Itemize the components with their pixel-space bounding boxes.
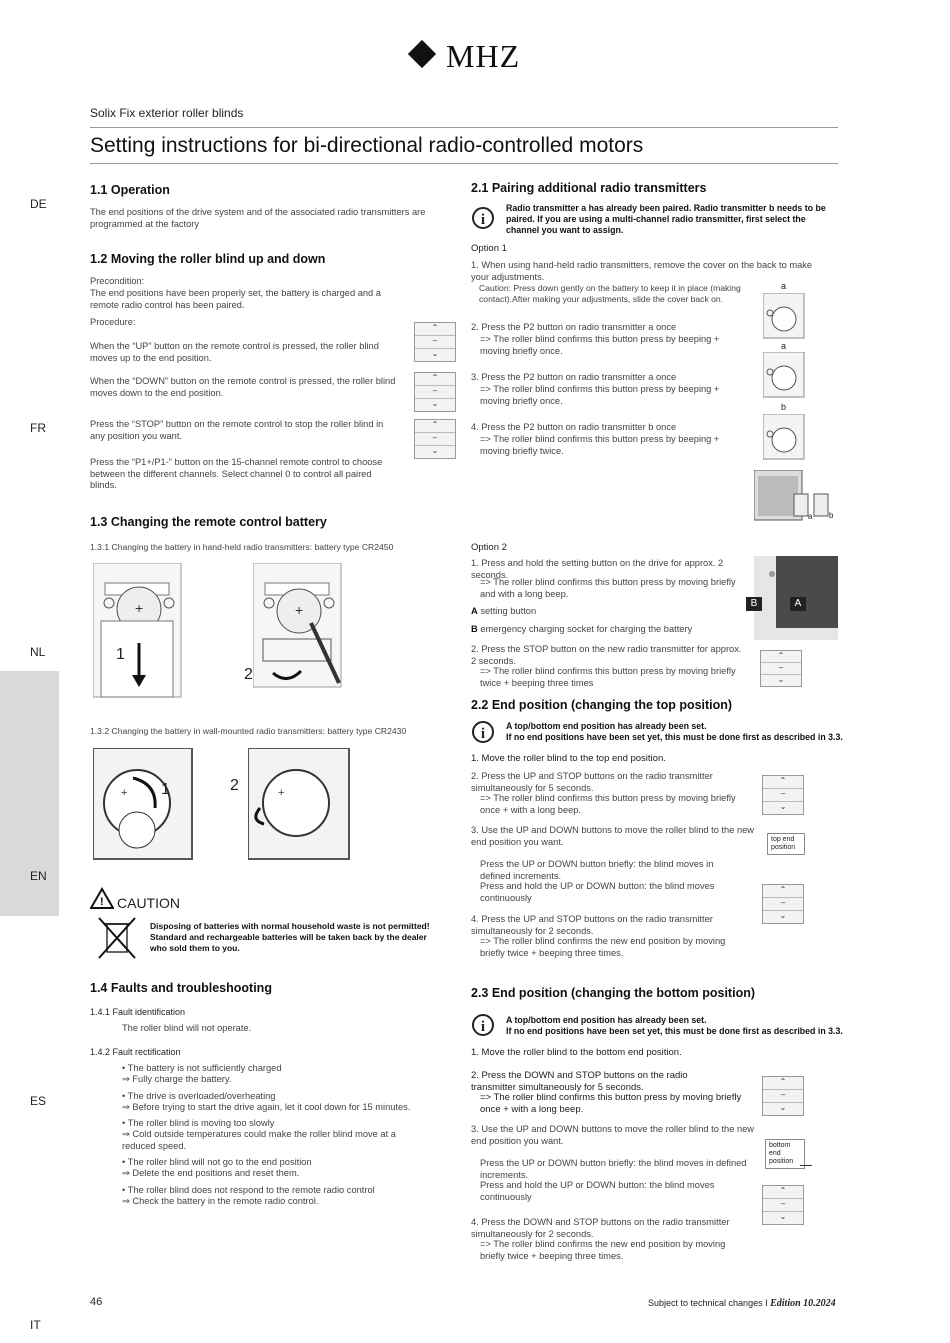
bottom-step-4-result: => The roller blind confirms the new end position by moving briefly twice + beeping three times. bbox=[480, 1239, 726, 1261]
stop-key: – bbox=[763, 1199, 803, 1212]
lang-es[interactable]: ES bbox=[30, 1094, 47, 1108]
option-1-step-4: 4. Press the P2 button on radio transmitter b once bbox=[471, 422, 677, 432]
stop-key: – bbox=[763, 1090, 803, 1103]
section-1-2-heading: 1.2 Moving the roller blind up and down bbox=[90, 252, 326, 266]
info-icon: i bbox=[472, 1014, 494, 1036]
transmitter-a-figure bbox=[763, 352, 805, 398]
top-step-2-result: => The roller blind confirms this button press by moving briefly once + with a long beep. bbox=[480, 793, 736, 815]
footer-note bbox=[648, 1298, 836, 1309]
fault-identification-heading: 1.4.1 Fault identification bbox=[90, 1007, 186, 1017]
stop-key: – bbox=[415, 386, 455, 399]
remote-keypad-top-set bbox=[762, 775, 804, 815]
wall-battery-figure-1 bbox=[93, 748, 193, 860]
battery-step-1-label: 1 bbox=[116, 646, 125, 663]
handheld-battery-figure-1 bbox=[93, 563, 183, 698]
section-1-4-heading: 1.4 Faults and troubleshooting bbox=[90, 981, 272, 995]
figure-tag-b: b bbox=[829, 511, 834, 520]
legend-b bbox=[471, 624, 692, 636]
fault-fix: Before trying to start the drive again, let it cool down for 15 minutes. bbox=[132, 1101, 411, 1112]
stop-key: – bbox=[763, 898, 803, 911]
crossed-bin-icon bbox=[97, 916, 137, 960]
svg-text:+: + bbox=[121, 787, 128, 799]
pairing-info-text: Radio transmitter a has already been paired. Radio transmitter b needs to be paired. If you are using a multi-channel radio transmitter, first select the channel you want to assign. bbox=[506, 203, 826, 235]
stop-key: – bbox=[415, 336, 455, 349]
option-1-step-2-result: => The roller blind confirms this button press by beeping + moving briefly once. bbox=[480, 334, 720, 356]
option-1-step-3-result: => The roller blind confirms this button press by beeping + moving briefly once. bbox=[480, 384, 720, 406]
up-key: ⌃ bbox=[415, 420, 455, 433]
legend-a-text: setting button bbox=[480, 606, 537, 616]
fault-item: • The roller blind does not respond to the remote radio control ⇒ Check the battery in the remote radio control. bbox=[122, 1184, 375, 1206]
remote-keypad-down bbox=[414, 372, 456, 412]
fault-item: • The roller blind is moving too slowly ⇒ Cold outside temperatures could make the roller blind move at a reduced speed. bbox=[122, 1118, 396, 1151]
remote-keypad-bottom-adjust bbox=[762, 1185, 804, 1225]
fault-item: • The drive is overloaded/overheating ⇒ Before trying to start the drive again, let it cool down for 15 minutes. bbox=[122, 1090, 411, 1112]
title-divider bbox=[90, 163, 838, 164]
top-step-3-hold: Press and hold the UP or DOWN button: the blind moves continuously bbox=[480, 881, 715, 903]
remote-keypad-up bbox=[414, 322, 456, 362]
bottom-step-3-brief: Press the UP or DOWN button briefly: the blind moves in defined increments. bbox=[480, 1158, 747, 1180]
section-1-1-heading: 1.1 Operation bbox=[90, 183, 170, 197]
lang-nl[interactable]: NL bbox=[30, 645, 46, 659]
page-number: 46 bbox=[90, 1296, 103, 1308]
fault-cause: The roller blind does not respond to the remote radio control bbox=[127, 1184, 375, 1195]
section-1-1-text: The end positions of the drive system and of the associated radio transmitters are programmed at the factory bbox=[90, 207, 426, 229]
label-a-marker: A bbox=[790, 597, 806, 611]
top-info-line-1: A top/bottom end position has already been set. bbox=[506, 721, 707, 731]
up-key: ⌃ bbox=[415, 373, 455, 386]
procedure-label: Procedure: bbox=[90, 317, 136, 327]
stop-instruction: Press the “STOP” button on the remote control to stop the roller blind in any position you want. bbox=[90, 419, 384, 441]
up-instruction: When the “UP” button on the remote control is pressed, the roller blind moves up to the end position. bbox=[90, 341, 379, 363]
lang-it[interactable]: IT bbox=[30, 1318, 41, 1332]
transmitter-a-tag: a bbox=[781, 281, 787, 291]
top-step-1: 1. Move the roller blind to the top end position. bbox=[471, 753, 666, 764]
stop-key: – bbox=[761, 663, 801, 675]
up-key: ⌃ bbox=[763, 885, 803, 898]
battery-step-2-label: 2 bbox=[244, 666, 253, 683]
fault-fix: Delete the end positions and reset them. bbox=[132, 1168, 300, 1179]
warning-icon bbox=[90, 887, 114, 909]
option-1-step-1-caution: Caution: Press down gently on the battery to keep it in place (making contact).After making your adjustments, slide the cover back on. bbox=[479, 283, 741, 304]
blind-with-transmitters-figure bbox=[754, 470, 838, 522]
wall-step-2-label: 2 bbox=[230, 777, 239, 794]
figure-tag-a: a bbox=[808, 512, 813, 521]
down-key: ⌄ bbox=[779, 1103, 787, 1112]
down-key: ⌄ bbox=[431, 349, 439, 358]
fault-fix: Cold outside temperatures could make the roller blind move at a reduced speed. bbox=[122, 1129, 396, 1151]
option-2-step-1-result: => The roller blind confirms this button press by moving briefly and with a long beep. bbox=[480, 577, 736, 599]
transmitter-b-figure bbox=[763, 414, 805, 460]
transmitter-a-figure bbox=[763, 293, 805, 339]
top-step-2: 2. Press the UP and STOP buttons on the radio transmitter simultaneously for 5 seconds. bbox=[471, 771, 713, 793]
option-1-step-3: 3. Press the P2 button on radio transmitter a once bbox=[471, 372, 677, 382]
product-name: Solix Fix exterior roller blinds bbox=[90, 106, 244, 120]
lang-fr[interactable]: FR bbox=[30, 421, 46, 435]
down-key: ⌄ bbox=[431, 446, 439, 455]
top-step-4: 4. Press the UP and STOP buttons on the radio transmitter simultaneously for 2 seconds. bbox=[471, 914, 713, 936]
remote-keypad-stop bbox=[414, 419, 456, 459]
option-1-step-1: 1. When using hand-held radio transmitters, remove the cover on the back to make your adjustments. bbox=[471, 260, 813, 282]
bottom-step-2-result: => The roller blind confirms this button press by moving briefly once + with a long beep. bbox=[480, 1092, 742, 1115]
remote-keypad-bottom-set bbox=[762, 1076, 804, 1116]
section-2-2-heading: 2.2 End position (changing the top position) bbox=[471, 698, 733, 712]
stop-key: – bbox=[415, 433, 455, 446]
legend-b-text: emergency charging socket for charging the battery bbox=[480, 624, 693, 634]
up-key: ⌃ bbox=[763, 776, 803, 789]
top-step-3: 3. Use the UP and DOWN buttons to move the roller blind to the new end position you want. bbox=[471, 825, 755, 847]
fault-identification-text: The roller blind will not operate. bbox=[122, 1023, 252, 1033]
caution-text: Disposing of batteries with normal household waste is not permitted! Standard and rechargeable batteries will be taken back by the dealer who sold them to you. bbox=[150, 921, 430, 953]
footer-edition: Edition 10.2024 bbox=[770, 1298, 836, 1309]
option-2-label: Option 2 bbox=[471, 542, 507, 553]
lang-en[interactable]: EN bbox=[30, 869, 47, 883]
precondition-label: Precondition: bbox=[90, 276, 145, 286]
top-info-line-2: If no end positions have been set yet, this must be done first as described in 3.3. bbox=[506, 732, 843, 742]
fault-cause: The drive is overloaded/overheating bbox=[127, 1090, 276, 1101]
fault-cause: The battery is not sufficiently charged bbox=[127, 1063, 282, 1073]
up-key: ⌃ bbox=[415, 323, 455, 336]
up-key: ⌃ bbox=[763, 1077, 803, 1090]
legend-b-key: B bbox=[471, 624, 478, 634]
up-key: ⌃ bbox=[763, 1186, 803, 1199]
bottom-step-3: 3. Use the UP and DOWN buttons to move the roller blind to the new end position you want. bbox=[471, 1124, 755, 1146]
option-2-step-2-result: => The roller blind confirms this button press by moving briefly twice + beeping three times bbox=[480, 666, 736, 688]
fault-fix: Check the battery in the remote radio control. bbox=[132, 1195, 319, 1206]
bottom-step-3-hold: Press and hold the UP or DOWN button: the blind moves continuously bbox=[480, 1180, 715, 1202]
channel-instruction: Press the “P1+/P1-” button on the 15-channel remote control to choose between the different channels. Select channel 0 to control all paired blinds. bbox=[90, 457, 383, 490]
option-2-step-1: 1. Press and hold the setting button on the drive for approx. 2 seconds. bbox=[471, 558, 724, 580]
precondition-text: The end positions have been properly set, the battery is charged and a remote radio control has been paired. bbox=[90, 288, 381, 310]
svg-text:+: + bbox=[295, 602, 304, 618]
bottom-step-2: 2. Press the DOWN and STOP buttons on the radio transmitter simultaneously for 5 seconds. bbox=[471, 1070, 688, 1093]
transmitter-a-tag: a bbox=[781, 341, 787, 351]
svg-text:+: + bbox=[135, 600, 144, 616]
fault-item: • The battery is not sufficiently charged ⇒ Fully charge the battery. bbox=[122, 1063, 282, 1085]
info-icon: i bbox=[472, 207, 494, 229]
option-1-step-2: 2. Press the P2 button on radio transmitter a once bbox=[471, 322, 677, 332]
down-key: ⌄ bbox=[431, 399, 439, 408]
header-divider bbox=[90, 127, 838, 128]
stop-key: – bbox=[763, 789, 803, 802]
down-key: ⌄ bbox=[779, 911, 787, 920]
down-key: ⌄ bbox=[777, 675, 785, 684]
svg-text:+: + bbox=[278, 787, 285, 799]
option-2-step-2: 2. Press the STOP button on the new radio transmitter for approx. 2 seconds. bbox=[471, 644, 742, 666]
down-key: ⌄ bbox=[779, 1212, 787, 1221]
legend-a bbox=[471, 606, 536, 618]
handheld-battery-figure-2 bbox=[253, 563, 343, 688]
info-icon: i bbox=[472, 721, 494, 743]
page-title: Setting instructions for bi-directional radio-controlled motors bbox=[90, 134, 644, 157]
bottom-end-position-box: bottom end position bbox=[765, 1139, 805, 1169]
section-1-3-1-text: 1.3.1 Changing the battery in hand-held radio transmitters: battery type CR2450 bbox=[90, 542, 394, 552]
remote-keypad-option-2 bbox=[760, 650, 802, 687]
bottom-step-1: 1. Move the roller blind to the bottom end position. bbox=[471, 1047, 682, 1058]
option-1-label: Option 1 bbox=[471, 243, 507, 254]
lang-de[interactable]: DE bbox=[30, 197, 47, 211]
section-1-3-2-text: 1.3.2 Changing the battery in wall-mounted radio transmitters: battery type CR2430 bbox=[90, 726, 407, 736]
legend-a-key: A bbox=[471, 606, 478, 616]
wall-step-1-label: 1 bbox=[161, 781, 170, 798]
top-step-4-result: => The roller blind confirms the new end position by moving briefly twice + beeping three times. bbox=[480, 936, 726, 958]
fault-list bbox=[122, 1063, 422, 1212]
wall-battery-figure-2 bbox=[248, 748, 350, 860]
label-b-marker: B bbox=[746, 597, 762, 611]
option-1-step-4-result: => The roller blind confirms this button press by beeping + moving briefly twice. bbox=[480, 434, 720, 456]
fault-cause: The roller blind will not go to the end position bbox=[127, 1157, 312, 1168]
down-key: ⌄ bbox=[779, 802, 787, 811]
brand-name: MHZ bbox=[446, 38, 521, 74]
svg-text:!: ! bbox=[100, 896, 104, 908]
fault-item: • The roller blind will not go to the end position ⇒ Delete the end positions and reset them. bbox=[122, 1157, 312, 1179]
remote-keypad-top-adjust bbox=[762, 884, 804, 924]
bottom-info-line-1: A top/bottom end position has already been set. bbox=[506, 1015, 707, 1025]
fault-cause: The roller blind is moving too slowly bbox=[127, 1118, 275, 1129]
section-2-1-heading: 2.1 Pairing additional radio transmitters bbox=[471, 181, 707, 195]
section-2-3-heading: 2.3 End position (changing the bottom position) bbox=[471, 986, 756, 1000]
top-step-3-brief: Press the UP or DOWN button briefly: the blind moves in defined increments. bbox=[480, 859, 714, 881]
section-1-3-heading: 1.3 Changing the remote control battery bbox=[90, 515, 327, 529]
bottom-info-line-2: If no end positions have been set yet, this must be done first as described in 3.3. bbox=[506, 1026, 843, 1036]
diamond-logo-icon bbox=[408, 40, 436, 68]
fault-rectification-heading: 1.4.2 Fault rectification bbox=[90, 1047, 181, 1057]
up-key: ⌃ bbox=[761, 651, 801, 663]
fault-fix: Fully charge the battery. bbox=[132, 1074, 232, 1085]
footer-disclaimer: Subject to technical changes I bbox=[648, 1298, 768, 1308]
transmitter-b-tag: b bbox=[781, 402, 787, 412]
bottom-step-4: 4. Press the DOWN and STOP buttons on the radio transmitter simultaneously for 2 seconds. bbox=[471, 1217, 730, 1239]
caution-label: CAUTION bbox=[117, 895, 180, 911]
pointer-arrow-icon bbox=[800, 1165, 812, 1166]
top-end-position-box: top end position bbox=[767, 833, 805, 855]
brand-logo bbox=[410, 38, 540, 72]
down-instruction: When the “DOWN” button on the remote control is pressed, the roller blind moves down to the end position. bbox=[90, 376, 396, 398]
